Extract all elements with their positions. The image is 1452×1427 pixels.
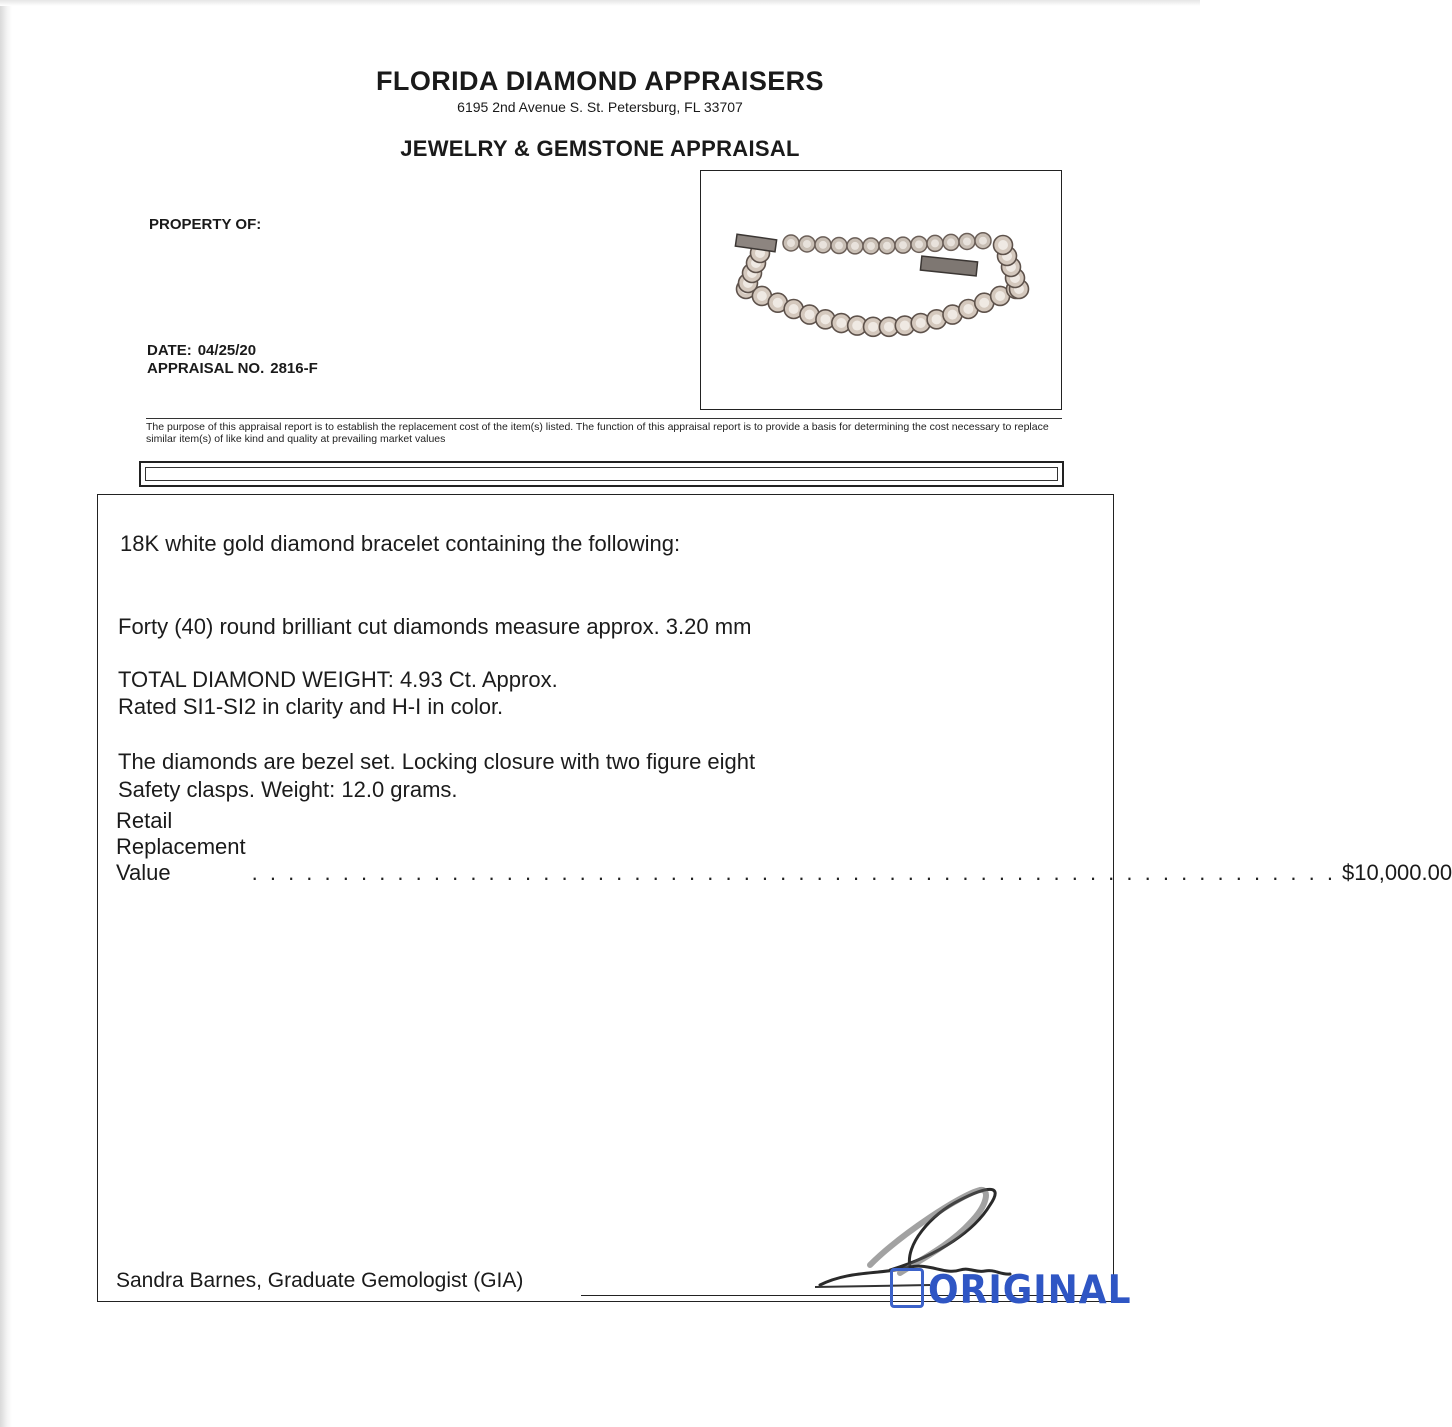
document-title: JEWELRY & GEMSTONE APPRAISAL bbox=[400, 136, 800, 161]
leader-dots: . . . . . . . . . . . . . . . . . . . . . . . . . . . . . . . . . . . . . . . . . . . . . . . . . . . . . . . . . . . . bbox=[251, 860, 1336, 885]
scan-edge-shadow-top bbox=[0, 0, 1200, 6]
replacement-value-row bbox=[116, 808, 1452, 886]
purpose-statement: The purpose of this appraisal report is to establish the replacement cost of the item(s) listed. The function of this appraisal report is to provide a basis for determining the cost necessary to replace similar item(s) of like kind and quality at prevailing market values bbox=[146, 418, 1062, 445]
company-name: FLORIDA DIAMOND APPRAISERS bbox=[376, 66, 824, 96]
date-label: DATE: bbox=[147, 342, 192, 359]
setting-description: The diamonds are bezel set. Locking closure with two figure eight bbox=[118, 749, 756, 774]
original-stamp bbox=[888, 1262, 1132, 1314]
appraisal-number-value: 2816-F bbox=[270, 360, 318, 377]
company-address: 6195 2nd Avenue S. St. Petersburg, FL 33707 bbox=[457, 99, 743, 115]
replacement-value-amount: $10,000.00 bbox=[1342, 860, 1452, 885]
diamond-count-size: Forty (40) round brilliant cut diamonds measure approx. 3.20 mm bbox=[118, 614, 752, 639]
item-photo bbox=[700, 170, 1062, 410]
clasp-weight-description: Safety clasps. Weight: 12.0 grams. bbox=[118, 777, 458, 802]
date-row bbox=[147, 342, 256, 359]
bracelet-image bbox=[701, 171, 1063, 411]
scan-edge-shadow bbox=[0, 0, 12, 1427]
appraisal-number-row bbox=[147, 360, 318, 377]
stamp-box-icon bbox=[890, 1268, 924, 1308]
replacement-value-label: Retail Replacement Value bbox=[116, 808, 246, 885]
property-of-label: PROPERTY OF: bbox=[149, 216, 262, 233]
appraiser-name: Sandra Barnes, Graduate Gemologist (GIA) bbox=[116, 1269, 524, 1292]
stamp-text: ORIGINAL bbox=[928, 1268, 1132, 1313]
item-description: 18K white gold diamond bracelet containing the following: bbox=[120, 531, 681, 556]
clarity-color-rating: Rated SI1-SI2 in clarity and H-I in color. bbox=[118, 694, 504, 719]
separator-bar bbox=[139, 461, 1064, 487]
date-value: 04/25/20 bbox=[197, 342, 257, 359]
total-diamond-weight: TOTAL DIAMOND WEIGHT: 4.93 Ct. Approx. bbox=[118, 667, 558, 692]
appraisal-number-label: APPRAISAL NO. bbox=[147, 360, 265, 377]
